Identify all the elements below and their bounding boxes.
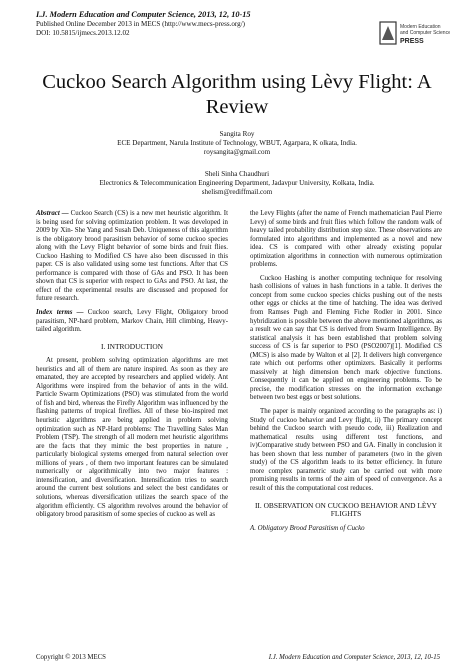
paragraph-organization: The paper is mainly organized according to the paragraphs as: i) Study of cuckoo behavior and Levy flight, ii) The primary concept behind the Cuckoo search with pseudo code, iii) Realization and mathematical results using different test functions, and iv)Comparative study between PSO and GA. Finally in conclusion it has been shown that less number of parameters (two in the given study) of the CS algorithm leads to its better efficiency. In future more complex parametric study can be carried out with more promising results in terms of the aim of speed of convergence. As a result of this the computational cost reduces. bbox=[250, 408, 442, 492]
paper-title: Cuckoo Search Algorithm using Lèvy Flight: A Review bbox=[42, 71, 432, 118]
doi: DOI: 10.5815/ijmecs.2013.12.02 bbox=[36, 29, 130, 37]
index-terms bbox=[36, 309, 228, 335]
section-heading-observation: II. OBSERVATION ON CUCKOO BEHAVIOR AND LÈVY FLIGHTS bbox=[254, 500, 438, 519]
footer-copyright: Copyright © 2013 MECS bbox=[36, 654, 106, 661]
author-email: roysangita@gmail.com bbox=[203, 148, 271, 156]
logo-mark: PRESS bbox=[400, 38, 424, 45]
abstract bbox=[36, 210, 228, 304]
logo-line1: Modern Education bbox=[400, 24, 441, 30]
publication-info: Published Online December 2013 in MECS (http://www.mecs-press.org/) bbox=[36, 20, 246, 28]
paragraph-levy-flights: the Levy Flights (after the name of French mathematician Paul Pierre Levy) of some birds and fruit flies which follow the random walk of heavy tailed probability distribution step size. These observations are formulated into algorithms and implemented as a novel and new idea. CS is compared with other already existing popular optimization algorithms in connection with numerous optimization problems. bbox=[250, 210, 442, 269]
author-list bbox=[30, 130, 444, 210]
author-1 bbox=[30, 130, 444, 157]
publisher-logo bbox=[378, 16, 450, 56]
author-name: Sheli Sinha Chaudhuri bbox=[204, 170, 270, 178]
author-name: Sangita Roy bbox=[219, 130, 255, 138]
author-2 bbox=[30, 170, 444, 197]
index-terms-label: Index terms — bbox=[36, 309, 84, 317]
introduction-paragraph: At present, problem solving optimization algorithms are met heuristics and all of them are nature inspired. As soon as they are emanated, they are accepted by researchers and applied widely. Ant Algorithms were inspired from the behavior of ants in the wild. Particle Swarm Optimizations (PSO) was stimulated from the world of fish and bird, whereas the Firefly Algorithm was influenced by the flashing patterns of tropical fireflies. All of these bio-inspired met heuristic algorithms are being applied in problem solving optimization such as NP-Hard problems: The Travelling Sales Man Problem (TSP). The strength of all modern met heuristic algorithms are the facts that they mimic the best properties in nature , particularly biological systems emerged from natural selection over millions of years , of them two important features can be simulated numerically or algorithmically into two major features : intensification, and diversification. Intensification tries to search around the current best solutions and select the best candidates or solutions, whereas diversification utilizes the search space of the algorithm efficiently. CS algorithm revolves around the behavior of obligatory brood parasitism of some species of cuckoo as well as bbox=[36, 357, 228, 519]
subsection-heading: A. Obligatory Brood Parasitism of Cucko bbox=[250, 524, 365, 532]
section-heading-introduction: I. INTRODUCTION bbox=[101, 341, 163, 351]
author-affiliation: ECE Department, Narula Institute of Technology, WBUT, Agarpara, K olkata, India. bbox=[117, 139, 357, 147]
author-affiliation: Electronics & Telecommunication Engineering Department, Jadavpur University, Kolkata, India. bbox=[99, 179, 375, 187]
footer-journal: I.J. Modern Education and Computer Science, 2013, 12, 10-15 bbox=[268, 654, 440, 661]
mecs-logo-icon bbox=[378, 16, 450, 56]
left-column bbox=[36, 210, 228, 525]
abstract-text: Cuckoo Search (CS) is a new met heuristic algorithm. It is being used for solving optimization problem. It was developed in 2009 by Xin- She Yang and Susah Deb. Uniqueness of this algorithm is the obligatory brood parasitism behavior of some cuckoo species along with the Levy Flight behavior of some birds and fruit flies. Cuckoo Hashing to Modified CS have also been discussed in this paper. CS is also validated using some test functions. After that CS performance is compared with those of GAs and PSO. It has been shown that CS is superior with respect to GAs and PSO. At last, the effect of the experimental results are discussed and proposed for future research. bbox=[36, 210, 228, 303]
right-column bbox=[250, 210, 442, 538]
paragraph-cuckoo-hashing: Cuckoo Hashing is another computing technique for resolving hash collisions of values in hash functions in a table. It derives the concept from some cuckoo species chicks pushing out of the nests other eggs or chicks at the time of hatching. The idea was derived from Ramses Pugh and Fleming Fiche Rodler in 2001. Since hybridization is possible between the above mentioned algorithms, as a result we can say that CS is derived from Swarm Intelligence. By statistical analysis it has been established that problem solving success of CS is far superior to PSO (PSO2007)[1]. Modified CS (MCS) is also made by Walton et al [2]. It delivers high convergence rate which out performs other optimizers. Basically it performs massively at high dimension bench mark objective functions. Consequently it can be applied on engineering problems. To be precise, the modification stresses on the information exchange between two best eggs or best solutions. bbox=[250, 274, 442, 402]
author-email: shelism@rediffmail.com bbox=[201, 188, 273, 196]
journal-name: I.J. Modern Education and Computer Science, 2013, 12, 10-15 bbox=[36, 10, 251, 19]
abstract-label: Abstract — bbox=[36, 210, 69, 217]
index-terms-text: Cuckoo search, Levy Flight, Obligatory brood parasitism, NP-hard problem, Markov Chain, Hill climbing, Heavy-tailed algorithm. bbox=[36, 309, 228, 334]
logo-line2: and Computer Science bbox=[400, 30, 450, 36]
